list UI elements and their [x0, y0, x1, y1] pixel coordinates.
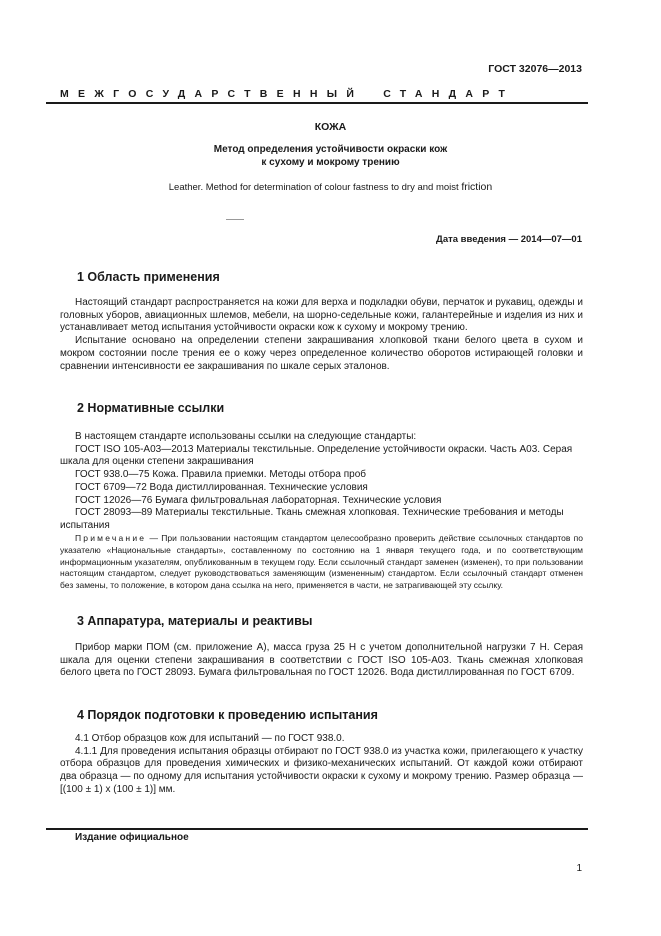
official-edition-label: Издание официальное: [75, 832, 189, 843]
section-1-body: [60, 297, 583, 373]
subtitle-line-2: к сухому и мокрому трению: [261, 157, 400, 168]
banner-word-standard: СТАНДАРТ: [383, 88, 515, 100]
section-3-paragraph-1: Прибор марки ПОМ (см. приложение А), масса груза 25 Н с учетом дополнительной нагрузки 7 Н. Серая шкала для оценки степени закрашивания в соответствии с ГОСТ ISO 105-A03. Ткань смежная хлопковая белого цвета по ГОСТ 28093. Бумага фильтровальная по ГОСТ 12026. Вода дистиллированная по ГОСТ 6709.: [60, 642, 583, 679]
document-subtitle: [0, 143, 661, 169]
section-2-references: [60, 431, 583, 533]
note-label: Примечание: [75, 533, 147, 543]
english-title: [0, 181, 661, 193]
section-4-heading: 4 Порядок подготовки к проведению испытания: [77, 708, 378, 722]
section-1-paragraph-2: Испытание основано на определении степени закрашивания хлопковой ткани белого цвета в сухом и мокром состоянии после трения ее о кожу через определенное количество оборотов истирающей головки и сравнении интенсивности ее закрашивания по шкале серых эталонов.: [60, 335, 583, 372]
section-3-heading: 3 Аппаратура, материалы и реактивы: [77, 614, 313, 628]
section-1-heading: 1 Область применения: [77, 270, 220, 284]
reference-item: ГОСТ 28093—89 Материалы текстильные. Ткань смежная хлопковая. Технические требования и методы испытания: [60, 507, 564, 531]
footer-rule: [46, 828, 588, 830]
reference-item: ГОСТ 12026—76 Бумага фильтровальная лабораторная. Технические условия: [75, 494, 442, 506]
page-number: 1: [576, 863, 582, 874]
english-title-last-word: friction: [461, 181, 493, 193]
divider-dash: [226, 219, 244, 220]
section-4-body: [60, 733, 583, 797]
note-text: — При пользовании настоящим стандартом целесообразно проверить действие ссылочных стандартов по указателю «Национальные стандарты», составленному по состоянию на 1 января текущего года, и по соответствующим информационным указателям, опубликованным в текущем году. Если ссылочный стандарт заменен (изменен), то при пользовании настоящим стандартом, следует руководствоваться заменяющим (измененным) стандартом. Если ссылочный стандарт отменен без замены, то положение, в котором дана ссылка на него, применяется в части, не затрагивающей эту ссылку.: [60, 533, 583, 591]
section-3-body: [60, 642, 583, 680]
section-1-paragraph-1: Настоящий стандарт распространяется на кожи для верха и подкладки обуви, перчаток и рукавиц, одежды и головных уборов, авиационных шлемов, мебели, на шорно-седельные кожи, галантерейные и изделия из них и устанавливает метод испытания устойчивости окраски кож к сухому и мокрому трению.: [60, 297, 583, 334]
references-intro: В настоящем стандарте использованы ссылки на следующие стандарты:: [75, 431, 417, 442]
header-rule: [46, 102, 588, 104]
document-title: КОЖА: [314, 121, 347, 133]
standard-banner: [60, 88, 588, 100]
subtitle-line-1: Метод определения устойчивости окраски кож: [213, 144, 448, 155]
reference-item: ГОСТ 938.0—75 Кожа. Правила приемки. Методы отбора проб: [75, 469, 366, 481]
introduction-date: Дата введения — 2014—07—01: [436, 234, 582, 245]
section-2-note: [60, 533, 583, 592]
section-4-paragraph-1: 4.1 Отбор образцов кож для испытаний — по ГОСТ 938.0.: [75, 733, 345, 744]
english-title-main: Leather. Method for determination of colour fastness to dry and moist: [168, 182, 459, 193]
section-2-heading: 2 Нормативные ссылки: [77, 401, 225, 415]
gost-number: ГОСТ 32076—2013: [488, 63, 582, 75]
banner-word-interstate: МЕЖГОСУДАРСТВЕННЫЙ: [60, 88, 364, 100]
section-4-paragraph-2: 4.1.1 Для проведения испытания образцы отбирают по ГОСТ 938.0 из участка кожи, прилегающего к участку отбора образцов для проведения химических и физико-механических испытаний. От каждой кожи отбирают два образца — по одному для испытания устойчивости окраски к сухому и мокрому трению. Размер образца — [(100 ± 1) х (100 ± 1)] мм.: [60, 745, 583, 795]
reference-item: ГОСТ 6709—72 Вода дистиллированная. Технические условия: [75, 481, 368, 493]
reference-item: ГОСТ ISO 105-A03—2013 Материалы текстильные. Определение устойчивости окраски. Часть A03. Серая шкала для оценки степени закрашивания: [60, 443, 573, 468]
